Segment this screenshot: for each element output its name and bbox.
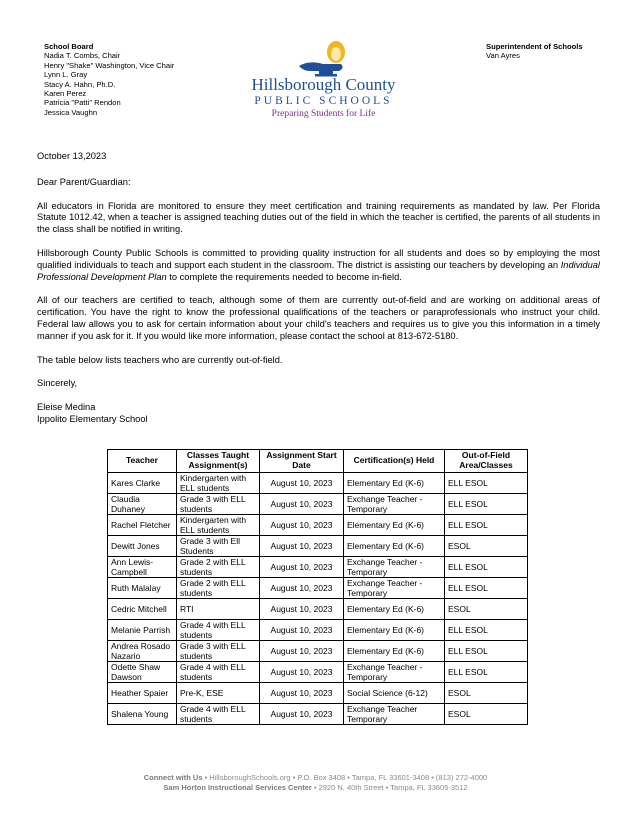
cell-start-date: August 10, 2023 (260, 599, 344, 620)
superintendent-heading: Superintendent of Schools (486, 42, 583, 51)
cell-teacher: Rachel Fletcher (108, 515, 177, 536)
cell-teacher: Melanie Parrish (108, 620, 177, 641)
cell-classes: Grade 3 with ELL students (177, 641, 260, 662)
superintendent-block (486, 42, 583, 61)
signer-name: Eleise Medina (37, 402, 96, 413)
footer-center-label: Sam Horton Instructional Services Center (163, 783, 312, 792)
letter-date: October 13,2023 (37, 151, 107, 161)
paragraph-2 (37, 248, 600, 283)
footer-connect-label: Connect with Us (143, 773, 203, 782)
board-member: Nadia T. Combs, Chair (44, 51, 121, 61)
logo-tagline: Preparing Students for Life (271, 109, 376, 119)
cell-out-of-field: ELL ESOL (445, 494, 528, 515)
table-row (108, 599, 528, 620)
cell-out-of-field: ELL ESOL (445, 557, 528, 578)
column-header-teacher: Teacher (108, 450, 177, 473)
cell-certification: Exchange Teacher - Temporary (344, 578, 445, 599)
table-row (108, 515, 528, 536)
logo-title: Hillsborough County (251, 75, 396, 94)
cell-teacher: Heather Spaier (108, 683, 177, 704)
cell-out-of-field: ELL ESOL (445, 578, 528, 599)
out-of-field-table (107, 449, 528, 725)
cell-teacher: Kares Clarke (108, 473, 177, 494)
table-row (108, 473, 528, 494)
footer-line-2 (0, 783, 631, 793)
table-row (108, 662, 528, 683)
letter-body (37, 151, 600, 426)
cell-classes: Kindergarten with ELL students (177, 473, 260, 494)
district-logo (236, 38, 411, 128)
cell-out-of-field: ESOL (445, 704, 528, 725)
table-row (108, 620, 528, 641)
salutation: Dear Parent/Guardian: (37, 176, 131, 187)
table-row (108, 683, 528, 704)
board-member: Karen Perez (44, 89, 87, 99)
column-header-out-of-field: Out-of-Field Area/Classes (445, 450, 528, 473)
cell-teacher: Andrea Rosado Nazario (108, 641, 177, 662)
table-row (108, 536, 528, 557)
table-row (108, 494, 528, 515)
cell-out-of-field: ELL ESOL (445, 662, 528, 683)
column-header-certification: Certification(s) Held (344, 450, 445, 473)
table-row (108, 557, 528, 578)
logo-subtitle: PUBLIC SCHOOLS (254, 95, 393, 107)
cell-teacher: Shalena Young (108, 704, 177, 725)
cell-classes: Grade 3 with ELL students (177, 494, 260, 515)
school-board-list (44, 42, 174, 117)
lamp-icon (289, 38, 359, 78)
cell-classes: Grade 4 with ELL students (177, 704, 260, 725)
cell-start-date: August 10, 2023 (260, 578, 344, 599)
paragraph-2-text: Hillsborough County Public Schools is committed to providing quality instruction for all students and does so by employing the most qualified individuals to teach and support each student in the classroom. The district is assisting our teachers by developing an (37, 247, 600, 270)
paragraph-2-text-end: to complete the requirements needed to become in-field. (166, 271, 402, 282)
school-board-heading: School Board (44, 42, 94, 51)
letter-footer (0, 773, 631, 793)
board-member: Jessica Vaughn (44, 107, 98, 117)
cell-teacher: Dewitt Jones (108, 536, 177, 557)
board-member: Lynn L. Gray (44, 70, 88, 80)
cell-start-date: August 10, 2023 (260, 515, 344, 536)
cell-certification: Elementary Ed (K-6) (344, 515, 445, 536)
table-row (108, 641, 528, 662)
paragraph-1: All educators in Florida are monitored to ensure they meet certification and training requirements as mandated by law. Per Florida Statute 1012.42, when a teacher is assigned teaching duties out of the field in which the teacher is certified, the parents of all students in the class shall be notified in writing. (37, 200, 600, 235)
superintendent-name: Van Ayres (486, 51, 520, 61)
cell-teacher: Cedric Mitchell (108, 599, 177, 620)
cell-certification: Social Science (6-12) (344, 683, 445, 704)
cell-start-date: August 10, 2023 (260, 494, 344, 515)
cell-classes: Grade 3 with Ell Students (177, 536, 260, 557)
cell-out-of-field: ELL ESOL (445, 641, 528, 662)
cell-start-date: August 10, 2023 (260, 641, 344, 662)
cell-start-date: August 10, 2023 (260, 662, 344, 683)
cell-start-date: August 10, 2023 (260, 557, 344, 578)
cell-certification: Exchange Teacher - Temporary (344, 494, 445, 515)
cell-teacher: Odette Shaw Dawson (108, 662, 177, 683)
cell-start-date: August 10, 2023 (260, 536, 344, 557)
paragraph-3: All of our teachers are certified to teach, although some of them are currently out-of-field and are working on additional areas of certification. You have the right to know the professional qualifications of the teachers or paraprofessionals who instruct your child. Federal law allows you to ask for certain information about your child's teachers and requires us to give you this information in a timely manner if you ask for it. If you would like more information, please contact the school at 813-672-5180. (37, 295, 600, 341)
cell-out-of-field: ELL ESOL (445, 473, 528, 494)
table-row (108, 578, 528, 599)
cell-start-date: August 10, 2023 (260, 620, 344, 641)
paragraph-2-emphasis: Individual Professional Development Plan (37, 259, 600, 282)
cell-certification: Elementary Ed (K-6) (344, 599, 445, 620)
cell-certification: Elementary Ed (K-6) (344, 473, 445, 494)
cell-start-date: August 10, 2023 (260, 473, 344, 494)
cell-certification: Exchange Teacher - Temporary (344, 557, 445, 578)
cell-out-of-field: ESOL (445, 683, 528, 704)
cell-classes: Pre-K, ESE (177, 683, 260, 704)
cell-out-of-field: ESOL (445, 599, 528, 620)
board-member: Patricia "Patti" Rendon (44, 98, 121, 108)
column-header-start-date: Assignment Start Date (260, 450, 344, 473)
cell-out-of-field: ESOL (445, 536, 528, 557)
cell-classes: RTI (177, 599, 260, 620)
school-name: Ippolito Elementary School (37, 413, 148, 424)
board-member: Henry "Shake" Washington, Vice Chair (44, 60, 175, 70)
cell-certification: Exchange Teacher - Temporary (344, 662, 445, 683)
cell-certification: Elementary Ed (K-6) (344, 641, 445, 662)
cell-start-date: August 10, 2023 (260, 683, 344, 704)
paragraph-4: The table below lists teachers who are currently out-of-field. (37, 354, 283, 365)
table-row (108, 704, 528, 725)
board-member: Stacy A. Hahn, Ph.D. (44, 79, 116, 89)
cell-classes: Kindergarten with ELL students (177, 515, 260, 536)
cell-teacher: Ruth Malalay (108, 578, 177, 599)
footer-address: • 2920 N. 40th Street • Tampa, FL 33605-3512 (311, 783, 468, 792)
cell-out-of-field: ELL ESOL (445, 620, 528, 641)
cell-certification: Elementary Ed (K-6) (344, 620, 445, 641)
column-header-classes: Classes Taught Assignment(s) (177, 450, 260, 473)
footer-contact: • HillsboroughSchools.org • P.O. Box 3408 • Tampa, FL 33601-3408 • (813) 272-4000 (202, 773, 488, 782)
cell-classes: Grade 4 with ELL students (177, 662, 260, 683)
cell-certification: Elementary Ed (K-6) (344, 536, 445, 557)
table-header-row (108, 450, 528, 473)
cell-start-date: August 10, 2023 (260, 704, 344, 725)
cell-teacher: Ann Lewis-Campbell (108, 557, 177, 578)
cell-classes: Grade 2 with ELL students (177, 578, 260, 599)
cell-certification: Exchange Teacher Temporary (344, 704, 445, 725)
cell-classes: Grade 2 with ELL students (177, 557, 260, 578)
cell-out-of-field: ELL ESOL (445, 515, 528, 536)
cell-teacher: Claudia Duhaney (108, 494, 177, 515)
cell-classes: Grade 4 with ELL students (177, 620, 260, 641)
footer-line-1 (0, 773, 631, 783)
closing: Sincerely, (37, 378, 78, 389)
